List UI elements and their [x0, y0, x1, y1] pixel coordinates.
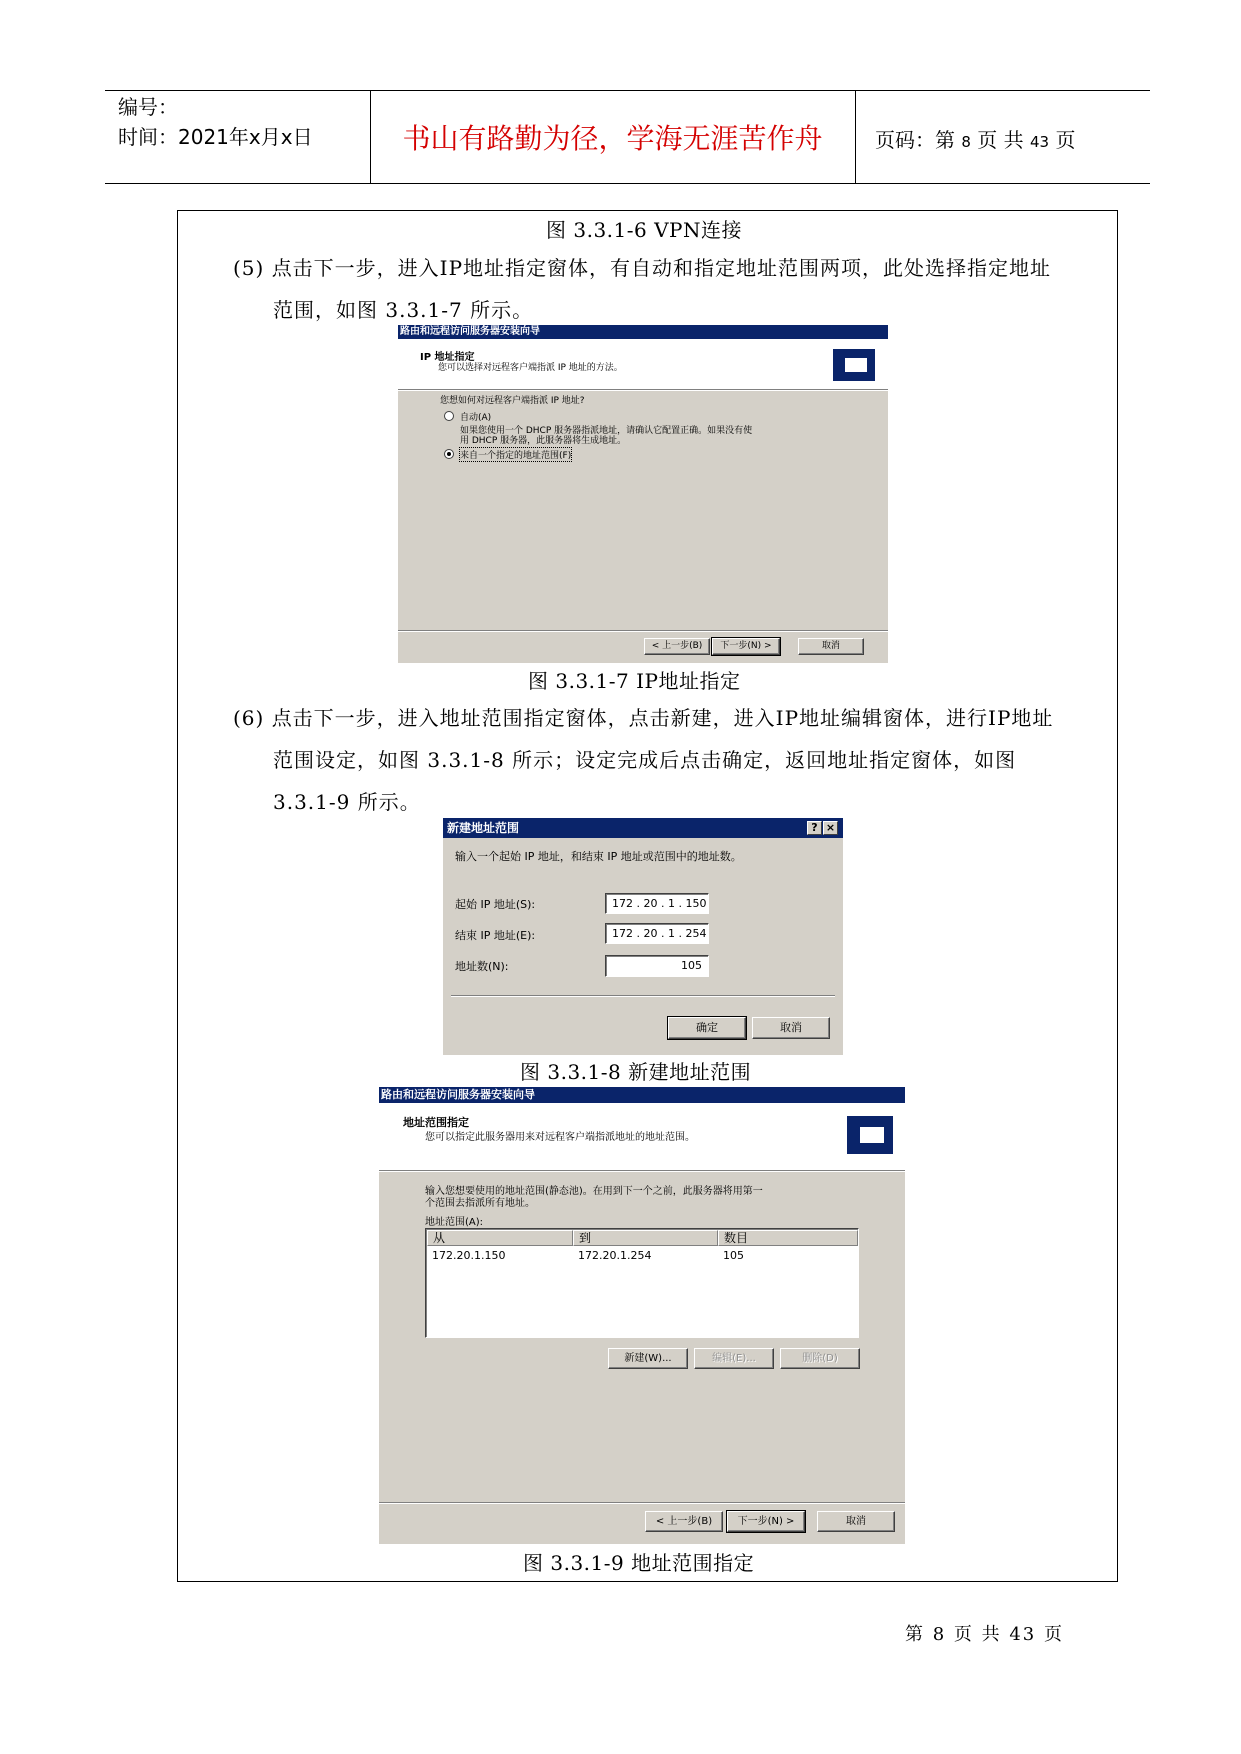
page-current: 8: [961, 133, 971, 151]
step-5-line-1: (5) 点击下一步，进入IP地址指定窗体，有自动和指定地址范围两项，此处选择指定地址: [233, 256, 1052, 280]
range-wizard-footer-separator: [379, 1502, 905, 1504]
header-bottom-rule: [105, 183, 1150, 184]
start-ip-label: 起始 IP 地址(S):: [455, 898, 536, 911]
step-5-line-2: 范围，如图 3.3.1-7 所示。: [273, 298, 534, 322]
column-header-from[interactable]: 从: [427, 1230, 573, 1246]
step-6-line-1: (6) 点击下一步，进入地址范围指定窗体，点击新建，进入IP地址编辑窗体，进行IP地址: [233, 706, 1054, 730]
step-6-paragraph: [233, 697, 1103, 823]
range-wizard-instruction-2: 个范围去指派所有地址。: [425, 1198, 535, 1209]
page-prefix: 页码：第: [875, 128, 955, 152]
address-count-input[interactable]: [605, 955, 709, 977]
header-page-info: [875, 124, 1075, 153]
address-range-list[interactable]: [425, 1228, 859, 1338]
end-ip-value: 172 . 20 . 1 . 254: [612, 927, 707, 940]
range-back-button[interactable]: < 上一步(B): [645, 1511, 723, 1532]
column-header-count[interactable]: 数目: [718, 1230, 858, 1246]
end-ip-label: 结束 IP 地址(E):: [455, 929, 536, 942]
network-wizard-icon: [833, 349, 875, 381]
header-divider-right: [855, 90, 856, 183]
delete-range-button[interactable]: 删除(D): [780, 1348, 860, 1369]
wizard-heading: IP 地址指定: [420, 352, 475, 363]
wizard-footer-separator: [398, 630, 888, 632]
address-range-wizard-screenshot: [379, 1087, 905, 1544]
radio-auto[interactable]: [444, 411, 454, 421]
dialog-cancel-button[interactable]: 取消: [752, 1017, 830, 1039]
ip-assignment-wizard-screenshot: [398, 325, 888, 663]
new-range-button[interactable]: 新建(W)...: [608, 1348, 688, 1369]
row-from-value: 172.20.1.150: [432, 1249, 506, 1262]
radio-auto-description-1: 如果您使用一个 DHCP 服务器指派地址，请确认它配置正确。如果没有使: [460, 426, 753, 436]
range-wizard-subheading: 您可以指定此服务器用来对远程客户端指派地址的地址范围。: [425, 1132, 695, 1143]
radio-specified-range-label[interactable]: 来自一个指定的地址范围(F): [460, 448, 571, 461]
document-time-label: 时间：2021年x月x日: [118, 125, 313, 149]
range-cancel-button[interactable]: 取消: [817, 1511, 895, 1532]
cancel-button[interactable]: 取消: [798, 638, 864, 655]
start-ip-value: 172 . 20 . 1 . 150: [612, 897, 707, 910]
wizard-header-panel: [398, 339, 888, 389]
dialog-separator: [451, 995, 835, 997]
ok-button[interactable]: 确定: [668, 1017, 746, 1039]
new-address-range-dialog-screenshot: [443, 818, 843, 1055]
range-wizard-heading: 地址范围指定: [403, 1116, 469, 1129]
close-button[interactable]: ×: [823, 821, 838, 835]
document-number-label: 编号：: [118, 95, 178, 119]
help-button[interactable]: ?: [807, 821, 822, 835]
row-to-value: 172.20.1.254: [578, 1249, 652, 1262]
address-count-label: 地址数(N):: [455, 960, 509, 973]
column-header-to[interactable]: 到: [573, 1230, 718, 1246]
dialog-instruction: 输入一个起始 IP 地址，和结束 IP 地址或范围中的地址数。: [455, 850, 742, 863]
page-footer: 第 8 页 共 43 页: [905, 1624, 1064, 1645]
radio-specified-range[interactable]: [444, 449, 454, 459]
range-next-button[interactable]: 下一步(N) >: [727, 1511, 805, 1532]
network-wizard-icon: [847, 1116, 893, 1154]
back-button[interactable]: < 上一步(B): [644, 638, 710, 655]
radio-auto-description-2: 用 DHCP 服务器，此服务器将生成地址。: [460, 436, 627, 446]
radio-auto-label[interactable]: 自动(A): [460, 413, 492, 423]
address-count-value: 105: [681, 959, 702, 972]
range-wizard-header-separator: [379, 1170, 905, 1172]
wizard-question: 您想如何对远程客户端指派 IP 地址?: [440, 396, 585, 406]
dialog-titlebar: 新建地址范围: [443, 818, 843, 838]
wizard-header-separator: [398, 389, 888, 391]
header-motto: 书山有路勤为径，学海无涯苦作舟: [402, 122, 823, 155]
figure-caption-7: 图 3.3.1-7 IP地址指定: [528, 669, 741, 693]
step-5-paragraph: [233, 247, 1103, 331]
range-wizard-titlebar: 路由和远程访问服务器安装向导: [379, 1087, 905, 1103]
header-top-rule: [105, 90, 1150, 91]
page-suffix: 页: [1055, 128, 1076, 152]
address-range-list-label: 地址范围(A):: [425, 1217, 484, 1228]
wizard-titlebar: 路由和远程访问服务器安装向导: [398, 325, 888, 339]
figure-caption-6: 图 3.3.1-6 VPN连接: [546, 218, 742, 242]
next-button[interactable]: 下一步(N) >: [712, 638, 780, 655]
range-wizard-header-panel: [379, 1103, 905, 1170]
step-6-line-2: 范围设定，如图 3.3.1-8 所示；设定完成后点击确定，返回地址指定窗体，如图: [273, 748, 1017, 772]
range-wizard-instruction-1: 输入您想要使用的地址范围(静态池)。在用到下一个之前，此服务器将用第一: [425, 1186, 763, 1197]
edit-range-button[interactable]: 编辑(E)...: [694, 1348, 774, 1369]
page-mid: 页 共: [977, 128, 1024, 152]
step-6-line-3: 3.3.1-9 所示。: [273, 790, 421, 814]
start-ip-input[interactable]: [605, 893, 709, 914]
wizard-subheading: 您可以选择对远程客户端指派 IP 地址的方法。: [438, 363, 623, 373]
figure-caption-9: 图 3.3.1-9 地址范围指定: [523, 1551, 755, 1575]
row-count-value: 105: [723, 1249, 744, 1262]
end-ip-input[interactable]: [605, 923, 709, 944]
figure-caption-8: 图 3.3.1-8 新建地址范围: [520, 1060, 752, 1084]
page-total: 43: [1029, 133, 1050, 151]
header-meta: [118, 92, 313, 152]
